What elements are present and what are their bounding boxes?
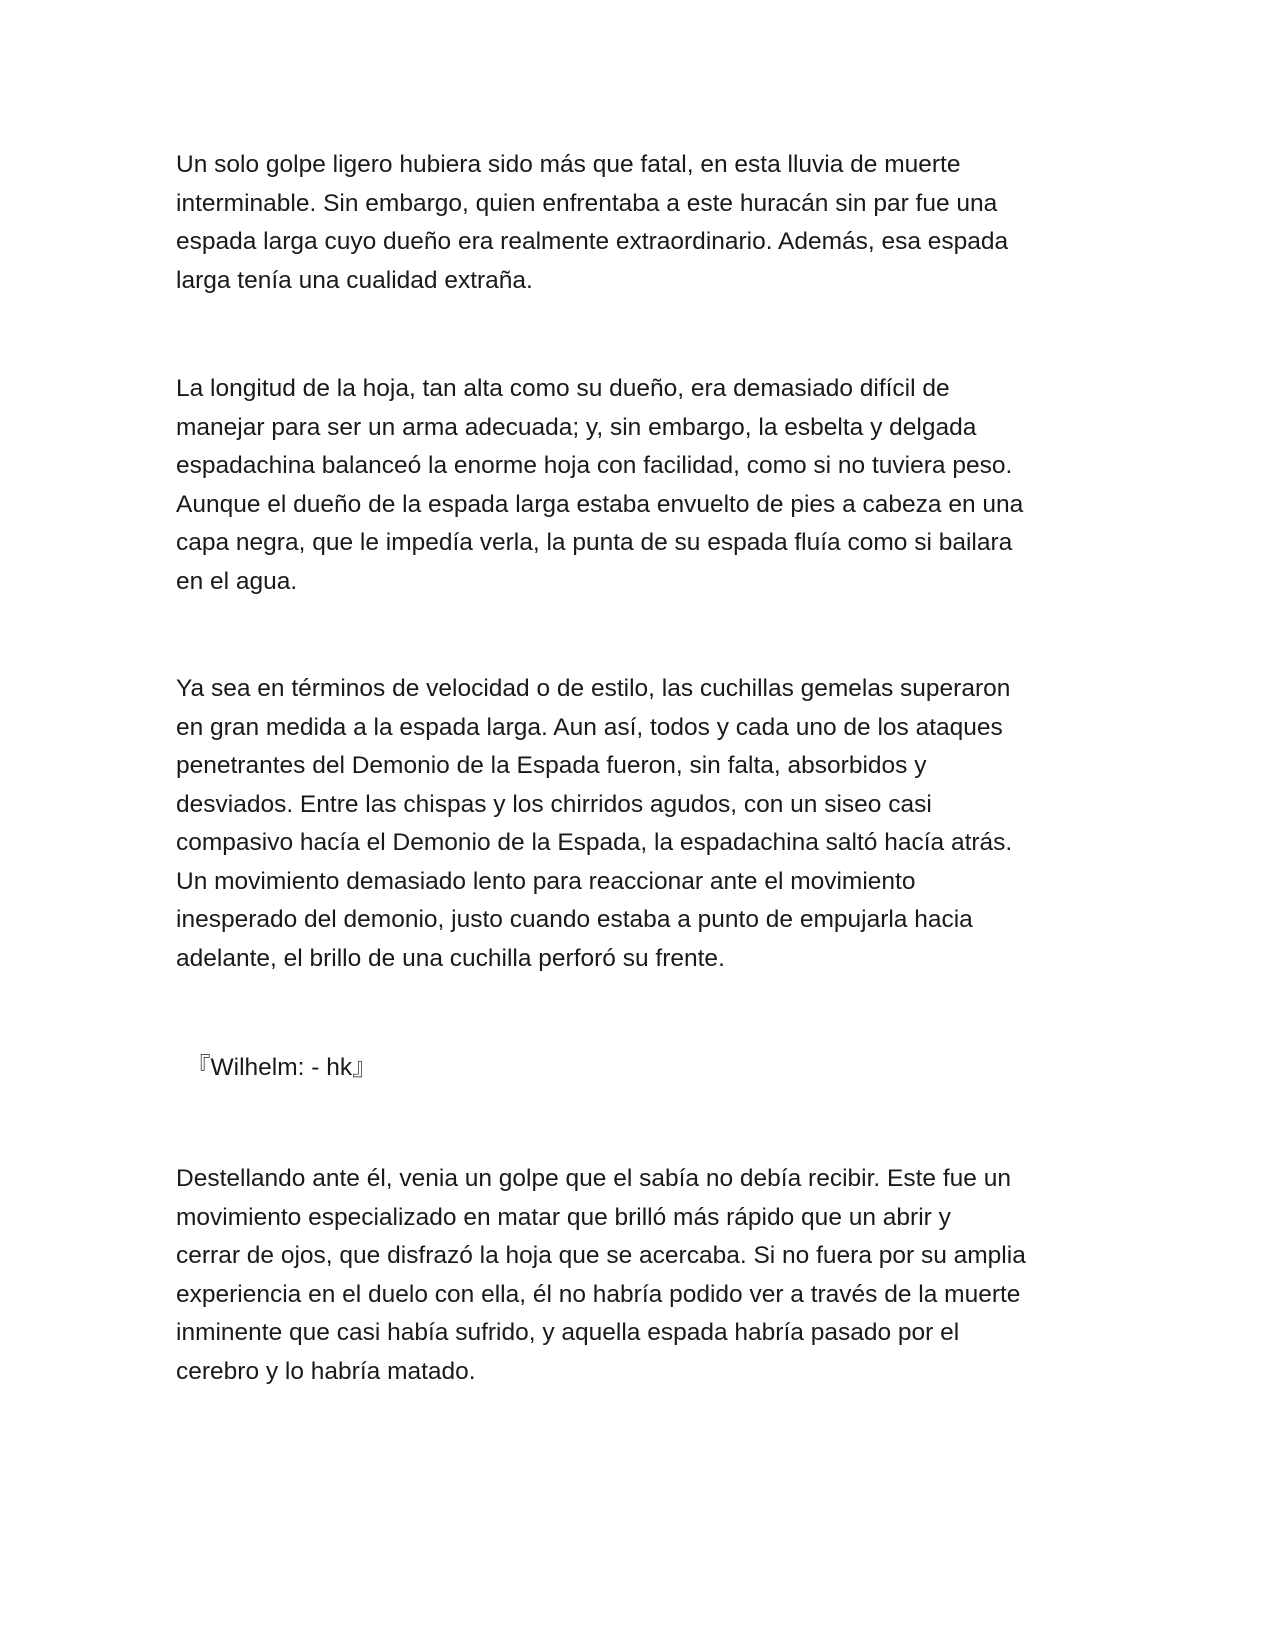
dialogue-line [186, 1049, 1116, 1088]
paragraph-line: Un movimiento demasiado lento para reaccionar ante el movimiento [176, 867, 916, 895]
paragraph-line: movimiento especializado en matar que brilló más rápido que un abrir y [176, 1203, 951, 1231]
paragraph-line: inesperado del demonio, justo cuando estaba a punto de empujarla hacia [176, 906, 973, 933]
paragraph-line: La longitud de la hoja, tan alta como su dueño, era demasiado difícil de [176, 375, 950, 402]
paragraph-3 [176, 670, 1106, 978]
paragraph-line: capa negra, que le impedía verla, la punta de su espada fluía como si bailara [176, 529, 1013, 556]
paragraph-line: 『Wilhelm: - hk』 [186, 1054, 377, 1081]
paragraph-line: compasivo hacía el Demonio de la Espada, la espadachina saltó hacía atrás. [176, 829, 1013, 856]
paragraph-5 [176, 1160, 1106, 1391]
paragraph-line: desviados. Entre las chispas y los chirridos agudos, con un siseo casi [176, 790, 932, 818]
paragraph-line: Ya sea en términos de velocidad o de estilo, las cuchillas gemelas superaron [176, 675, 1011, 702]
paragraph-line: inminente que casi había sufrido, y aquella espada habría pasado por el [176, 1319, 960, 1346]
paragraph-line: larga tenía una cualidad extraña. [176, 266, 533, 294]
paragraph-line: Destellando ante él, venia un golpe que el sabía no debía recibir. Este fue un [176, 1165, 1011, 1192]
paragraph-line: experiencia en el duelo con ella, él no habría podido ver a través de la muerte [176, 1280, 1021, 1308]
paragraph-line: cerebro y lo habría matado. [176, 1357, 476, 1385]
paragraph-2 [176, 370, 1106, 601]
paragraph-line: espada larga cuyo dueño era realmente extraordinario. Además, esa espada [176, 228, 1009, 255]
paragraph-line: manejar para ser un arma adecuada; y, sin embargo, la esbelta y delgada [176, 413, 977, 441]
paragraph-line: Aunque el dueño de la espada larga estaba envuelto de pies a cabeza en una [176, 490, 1024, 518]
paragraph-line: en el agua. [176, 567, 298, 595]
paragraph-1 [176, 146, 1106, 300]
paragraph-line: espadachina balanceó la enorme hoja con facilidad, como si no tuviera peso. [176, 452, 1013, 479]
paragraph-line: en gran medida a la espada larga. Aun así, todos y cada uno de los ataques [176, 713, 1003, 741]
paragraph-line: adelante, el brillo de una cuchilla perforó su frente. [176, 944, 725, 972]
paragraph-line: interminable. Sin embargo, quien enfrentaba a este huracán sin par fue una [176, 189, 998, 217]
paragraph-line: penetrantes del Demonio de la Espada fueron, sin falta, absorbidos y [176, 752, 927, 779]
paragraph-line: Un solo golpe ligero hubiera sido más que fatal, en esta lluvia de muerte [176, 151, 961, 178]
paragraph-line: cerrar de ojos, que disfrazó la hoja que se acercaba. Si no fuera por su amplia [176, 1242, 1026, 1269]
